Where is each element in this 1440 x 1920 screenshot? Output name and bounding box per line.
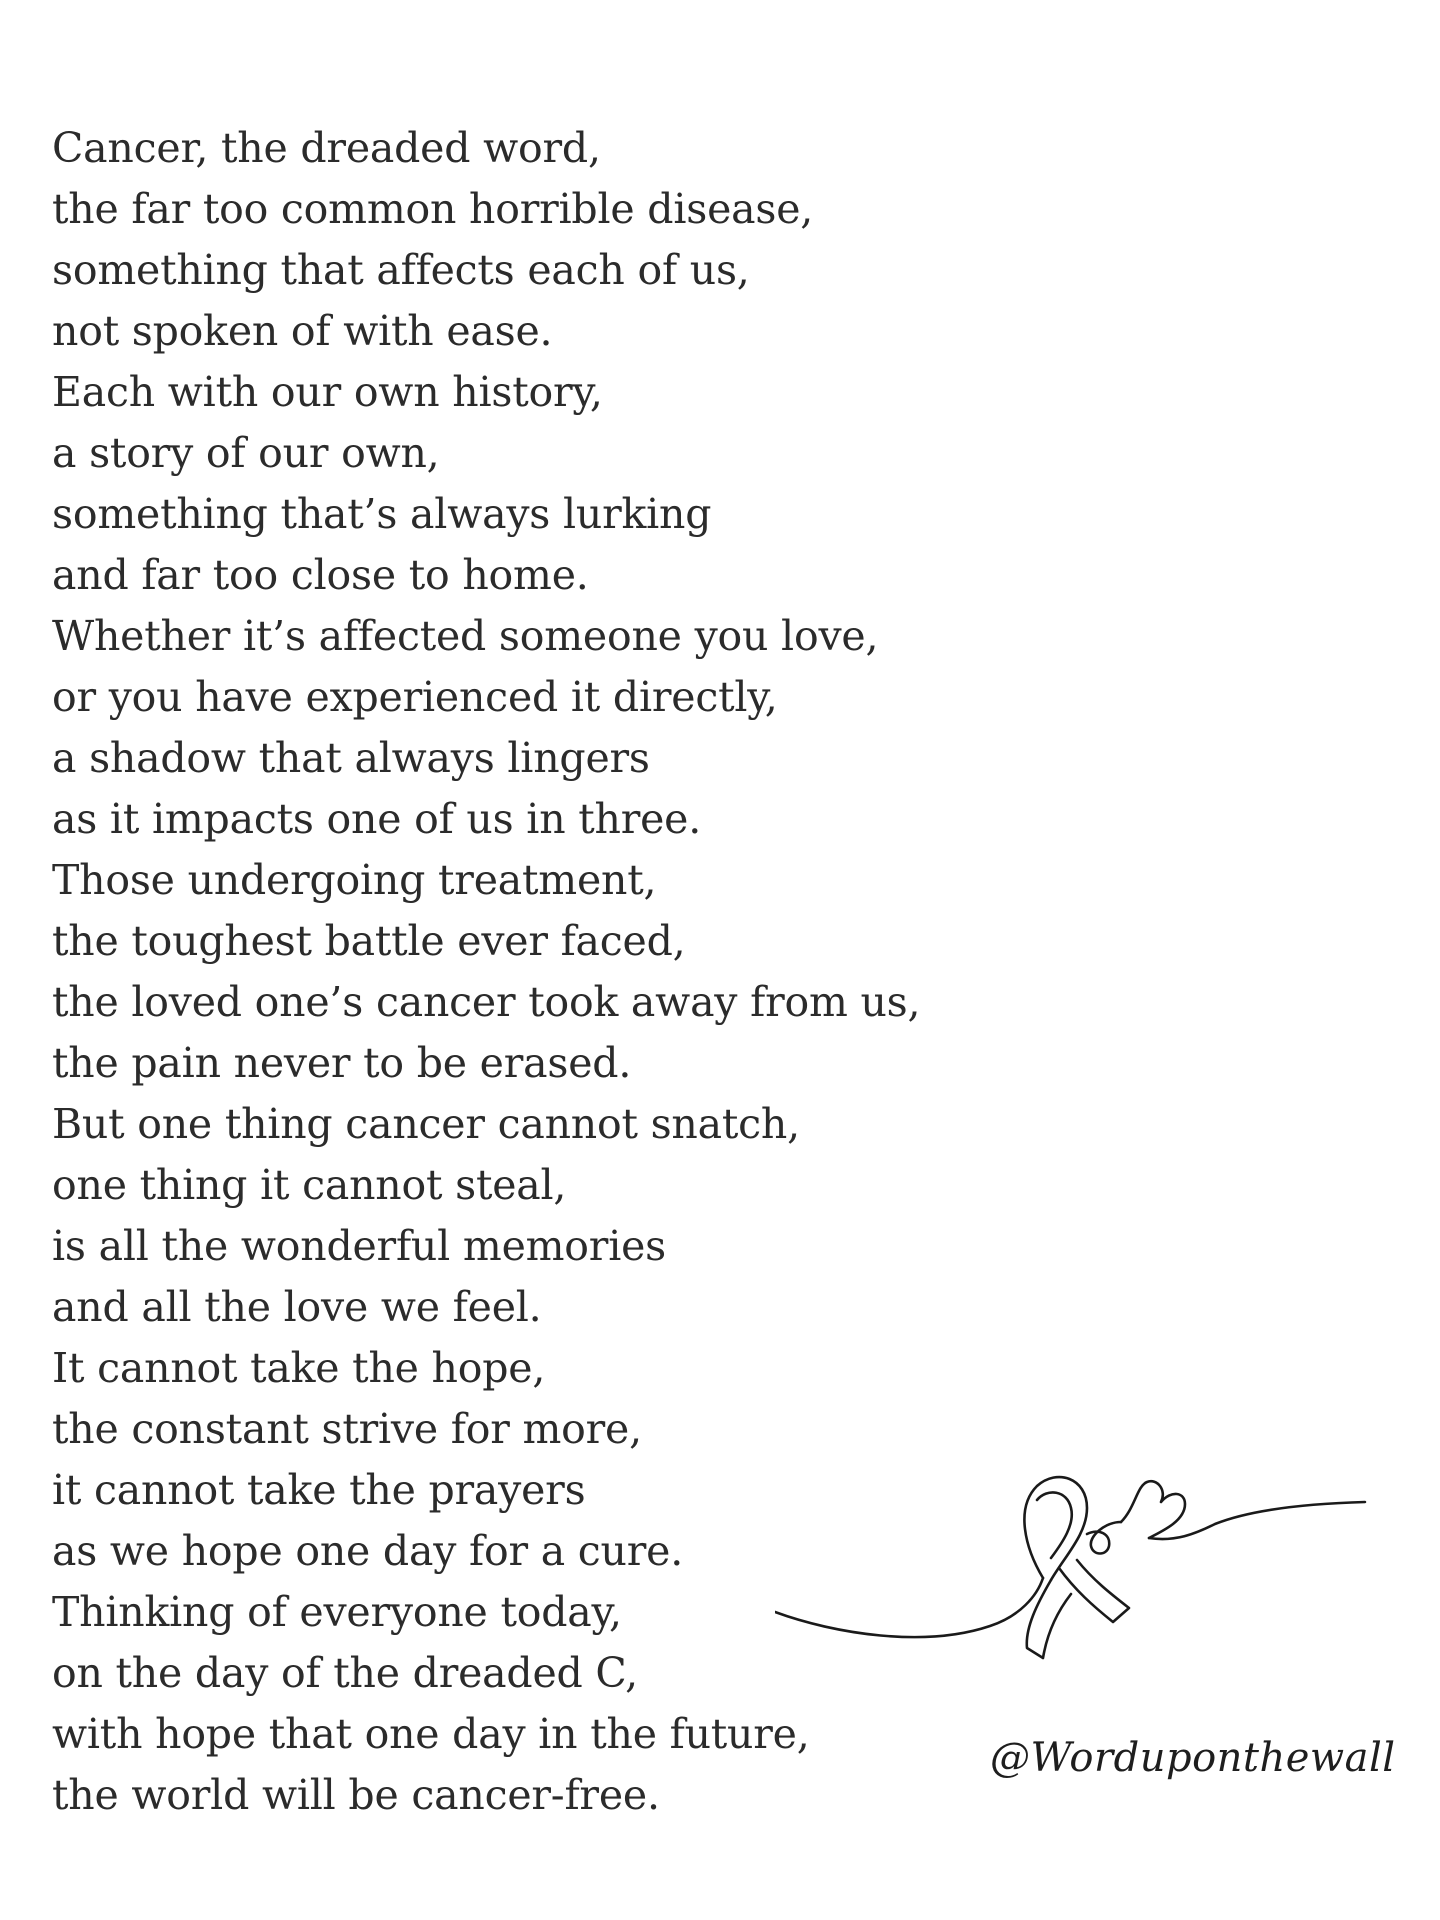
poem-line: as it impacts one of us in three. (52, 795, 702, 843)
poem-line: the pain never to be erased. (52, 1039, 632, 1087)
poem-line: not spoken of with ease. (52, 307, 553, 355)
poem-line: the toughest battle ever faced, (52, 917, 686, 965)
poem-line: Those undergoing treatment, (52, 856, 657, 904)
poem-line: or you have experienced it directly, (52, 673, 778, 721)
poem-line: It cannot take the hope, (52, 1344, 546, 1392)
poem-line: Thinking of everyone today, (52, 1588, 622, 1636)
poem-line: and all the love we feel. (52, 1283, 542, 1331)
poem-line: a story of our own, (52, 429, 440, 477)
author-handle: @Worduponthewall (990, 1735, 1396, 1781)
poem-line: a shadow that always lingers (52, 734, 650, 782)
poem-line: the far too common horrible disease, (52, 185, 814, 233)
poem-line: the world will be cancer-free. (52, 1771, 660, 1819)
poem-line: Whether it’s affected someone you love, (52, 612, 879, 660)
poem-line: it cannot take the prayers (52, 1466, 586, 1514)
poem-line: Each with our own history, (52, 368, 603, 416)
poem-line: the loved one’s cancer took away from us, (52, 978, 921, 1026)
poem-line: But one thing cancer cannot snatch, (52, 1100, 800, 1148)
poem-line: the constant strive for more, (52, 1405, 642, 1453)
poem-line: with hope that one day in the future, (52, 1710, 810, 1758)
poem-line: on the day of the dreaded C, (52, 1649, 638, 1697)
poem-line: one thing it cannot steal, (52, 1161, 567, 1209)
awareness-ribbon-icon (775, 1438, 1375, 1678)
poem-line: something that affects each of us, (52, 246, 750, 294)
poem-line: as we hope one day for a cure. (52, 1527, 684, 1575)
poem-line: something that’s always lurking (52, 490, 712, 538)
poem-line: Cancer, the dreaded word, (52, 124, 601, 172)
poem-line: and far too close to home. (52, 551, 589, 599)
poem-line: is all the wonderful memories (52, 1222, 667, 1270)
